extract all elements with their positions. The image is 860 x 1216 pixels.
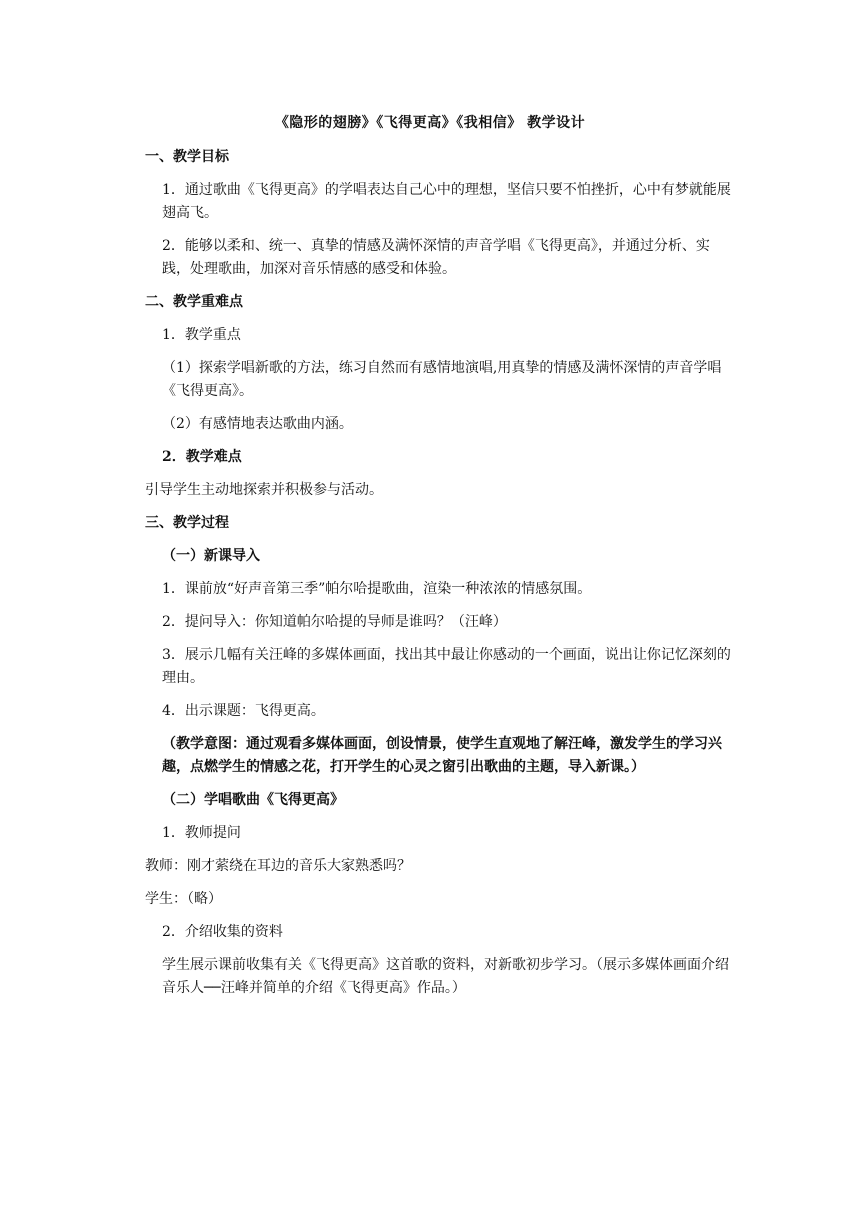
paragraph-intro-3 (162, 644, 732, 690)
section-heading-key-points: 二、教学重难点 (145, 294, 243, 310)
section-heading-process: 三、教学过程 (145, 515, 229, 531)
paragraph-key-point-2: （2）有感情地表达歌曲内涵。 (162, 416, 353, 432)
paragraph-key-point-1 (162, 357, 732, 403)
document-title: 《隐形的翅膀》《飞得更高》《我相信》 教学设计 (274, 115, 586, 131)
subheading-difficulty: 2．教学难点 (162, 449, 242, 465)
paragraph-introduce-materials: 2．介绍收集的资料 (162, 924, 283, 940)
paragraph-teacher-line: 教师：刚才萦绕在耳边的音乐大家熟悉吗？ (145, 858, 411, 874)
document-body (145, 146, 732, 1010)
subheading-key-point: 1．教学重点 (162, 327, 241, 343)
paragraph-intro-1: 1．课前放“好声音第三季”帕尔哈提歌曲，渲染一种浓浓的情感氛围。 (162, 581, 592, 597)
paragraph-teaching-intent (162, 733, 732, 779)
paragraph-student-line: 学生：（略） (145, 891, 222, 907)
section-heading-objectives: 一、教学目标 (145, 149, 229, 165)
paragraph-text: 学生展示课前收集有关《飞得更高》这首歌的资料，对新歌初步学习。（展示多媒体画面介绍音乐人──汪峰并简单的介绍《飞得更高》作品。） (162, 957, 729, 996)
paragraph-objective-2 (162, 235, 732, 281)
paragraph-intro-2: 2．提问导入：你知道帕尔哈提的导师是谁吗？（汪峰） (162, 614, 507, 630)
subheading-intro: （一）新课导入 (162, 548, 260, 564)
paragraph-intro-4: 4．出示课题：飞得更高。 (162, 703, 325, 719)
paragraph-objective-1 (162, 179, 732, 225)
paragraph-teacher-question: 1．教师提问 (162, 825, 241, 841)
paragraph-difficulty: 引导学生主动地探索并积极参与活动。 (145, 482, 383, 498)
paragraph-text: （1）探索学唱新歌的方法，练习自然而有感情地演唱,用真挚的情感及满怀深情的声音学唱《飞得更高》。 (162, 360, 722, 399)
paragraph-text: 3．展示几幅有关汪峰的多媒体画面，找出其中最让你感动的一个画面，说出让你记忆深刻的理由。 (162, 647, 731, 686)
subheading-learn-song: （二）学唱歌曲《飞得更高》 (162, 792, 344, 808)
paragraph-text: 1．通过歌曲《飞得更高》的学唱表达自己心中的理想，坚信只要不怕挫折，心中有梦就能展翅高飞。 (162, 182, 731, 221)
paragraph-text: （教学意图：通过观看多媒体画面，创设情景，使学生直观地了解汪峰，激发学生的学习兴趣，点燃学生的情感之花，打开学生的心灵之窗引出歌曲的主题，导入新课。） (162, 736, 722, 775)
paragraph-text: 2．能够以柔和、统一、真挚的情感及满怀深情的声音学唱《飞得更高》，并通过分析、实践，处理歌曲，加深对音乐情感的感受和体验。 (162, 238, 710, 277)
paragraph-student-materials (162, 954, 732, 1000)
